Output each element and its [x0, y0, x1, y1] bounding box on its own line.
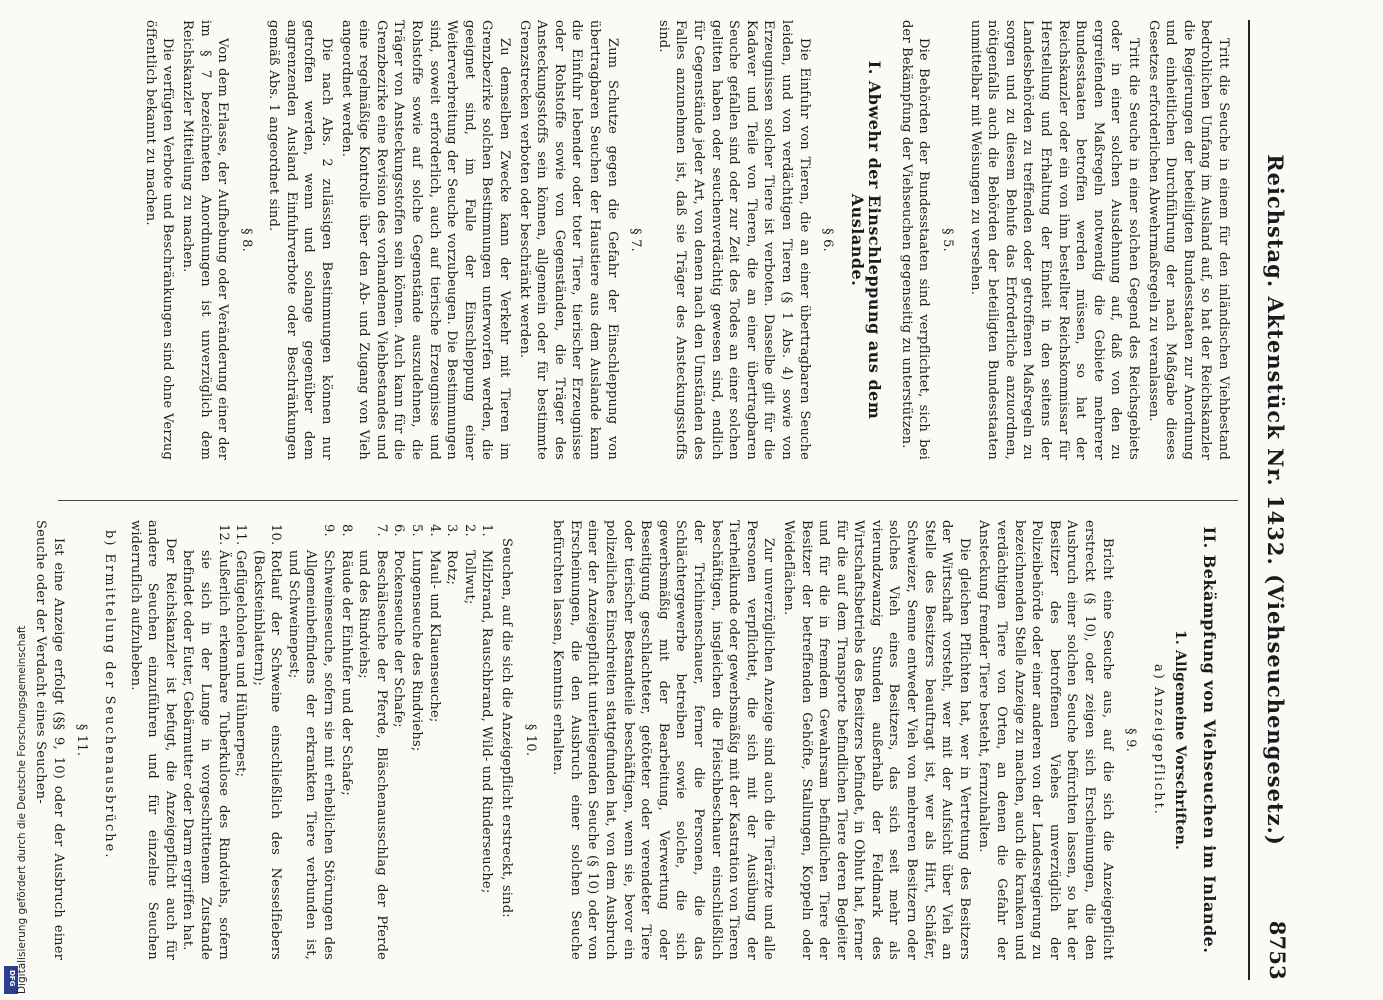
list-number: 6. [391, 524, 407, 537]
disease-list [179, 520, 496, 960]
paragraph: Seuchen, auf die sich die Anzeigepflicht erstreckt, sind: [499, 538, 515, 918]
list-text: Räude der Einhufer und der Schafe; [338, 550, 354, 796]
paragraph: Bricht eine Seuche aus, auf die sich die Anzeigepflicht erstreckt (§ 10), oder zeigen sich Erscheinungen, die den Ausbruch einer solchen Seuche befürchten lassen, so hat der Besitzer des betroffenen Viehes unverzüglich der Polizeibehörde oder einer anderen von der Landesregierung zu bezeichnenden Stelle Anzeige zu machen, auch die kranken und verdächtigen Tiere von Orten, an denen die Gefahr der Ansteckung fremder Tiere besteht, fernzuhalten. [976, 520, 1115, 960]
page-header [1248, 20, 1290, 980]
list-number: 8. [338, 524, 354, 537]
paragraph: Tritt die Seuche in einem für den inländischen Viehbestand bedrohlichen Umfang im Ausland auf, so hat der Reichskanzler die Regierungen der beteiligten Bundesstaaten zur Anordnung und einheitlichen Durchführung der nach Maßgabe dieses Gesetzes erforderlichen Abwehrmaßregeln zu veranlassen. [1145, 20, 1231, 460]
list-text: Äußerlich erkennbare Tuberkulose des Rindviehs, sofern sie sich in der Lunge in vorgeschrittenem Zustande befindet oder Euter, Gebärmutter oder Darm ergriffen hat. [180, 550, 231, 960]
list-number: 11. [233, 524, 249, 546]
list-item [390, 520, 408, 960]
list-item [232, 520, 250, 960]
rotated-page-content [10, 0, 1300, 1000]
list-item [249, 520, 284, 960]
list-number: 9. [321, 524, 337, 537]
list-text: Rotlauf der Schweine einschließlich des Nesselfiebers (Backsteinblattern); [250, 550, 284, 960]
list-text: Maul- und Klauenseuche; [426, 550, 442, 723]
paragraph: Zu demselben Zwecke kann der Verkehr mit Tieren im Grenzbezirke solchen Bestimmungen unterworfen werden, die geeignet sind, im Falle der Einschleppung einer Weiterverbreitung der Seuche vorzubeugen. Die Bestimmungen sind, soweit erforderlich, auch auf tierische Erzeugnisse und Rohstoffe sowie auf solche Gegenstände auszudehnen, die Träger von Ansteckungsstoffen sein können. Auch kann für die Grenzbezirke eine Revision des vorhandenen Viehbestandes und eine regelmäßige Kontrolle über den Ab- und Zugang von Vieh angeordnet werden. [338, 20, 513, 460]
paragraph: Zur unverzüglichen Anzeige sind auch die Tierärzte und alle Personen verpflichtet, die sich mit der Ausübung der Tierheilkunde oder gewerbsmäßig mit der Kastration von Tieren beschäftigen, insgleichen die Fleischbeschauer einschließlich der Trichinenschauer, ferner die Personen, die das Schlächtergewerbe betreiben sowie solche, die sich gewerbsmäßig mit der Bearbeitung, Verwertung oder Beseitigung geschlachteter, getöteter oder verendeter Tiere oder tierischer Bestandteile beschäftigen, wenn sie, bevor ein polizeiliches Einschreiten stattgefunden hat, von dem Ausbruch einer der Anzeigepflicht unterliegenden Seuche (§ 10) oder von Erscheinungen, die den Ausbruch einer solchen Seuche befürchten lassen, Kenntnis erhalten. [550, 520, 777, 960]
list-item [460, 520, 478, 960]
list-item [425, 520, 443, 960]
paragraph-heading: § 10. [522, 723, 538, 757]
column-divider [58, 500, 1238, 501]
list-item [355, 520, 390, 960]
section-heading: I. Abwehr der Einschleppung aus dem Auslande. [847, 60, 885, 420]
right-column [30, 520, 1232, 960]
list-number: 12. [215, 524, 231, 546]
list-text: Geflügelcholera und Hühnerpest; [233, 550, 249, 778]
paragraph-heading: § 7. [628, 228, 644, 252]
left-column [139, 20, 1232, 460]
list-text: Schweineseuche, sofern sie mit erheblichen Störungen des Allgemeinbefindens der erkrankten Tiere verbunden ist, und Schweinepest; [285, 550, 337, 960]
digitization-footer [2, 0, 28, 1000]
paragraph-heading: § 5. [940, 228, 956, 252]
footer-note: Digitalisierung gefördert durch die Deutsche Forschungsgemeinschaft [16, 625, 28, 994]
list-number: 5. [409, 524, 425, 537]
paragraph-heading: § 11. [74, 723, 90, 757]
section-heading: II. Bekämpfung von Viehseuchen im Inlande. [1200, 526, 1219, 954]
list-text: Beschälseuche der Pferde, Bläschenausschlag der Pferde und des Rindviehs; [356, 550, 389, 960]
dfg-logo-text: DFG [8, 970, 16, 987]
list-text: Lungenseuche des Rindviehs; [409, 550, 425, 752]
list-item [407, 520, 425, 960]
list-number: 4. [426, 524, 442, 537]
list-number: 2. [461, 524, 477, 537]
list-item [337, 520, 355, 960]
list-number: 10. [268, 524, 284, 546]
list-text: Rotz; [444, 550, 460, 586]
list-item [179, 520, 232, 960]
list-text: Milzbrand, Rauschbrand, Wild- und Rinderseuche; [479, 550, 495, 894]
list-item [478, 520, 496, 960]
subsection-heading: 1. Allgemeine Vorschriften. [1172, 629, 1189, 851]
list-number: 3. [444, 524, 460, 537]
list-item [284, 520, 337, 960]
paragraph: Die gleichen Pflichten hat, wer in Vertretung des Besitzers der Wirtschaft vorsteht, wer mit der Aufsicht über Vieh an Stelle des Besitzers beauftragt ist, wer als Hirt, Schäfer, Schweizer, Senne entweder Vieh von mehreren Besitzern oder solches Vieh eines Besitzers, das sich seit mehr als vierundzwanzig Stunden außerhalb der Feldmark des Wirtschaftsbetriebs des Besitzers befindet, in Obhut hat, ferner für die auf dem Transporte befindlichen Tiere deren Begleiter und für die in fremdem Gewahrsam befindlichen Tiere der Besitzer der betreffenden Gehöfte, Stallungen, Koppeln oder Weideflächen. [780, 520, 972, 960]
page-number: 8753 [1265, 920, 1290, 980]
paragraph-heading: § 8. [238, 228, 254, 252]
paragraph: Der Reichskanzler ist befugt, die Anzeigepflicht auch für andere Seuchen einzuführen und für einzelne Seuchen widerruflich aufzuheben. [127, 520, 178, 960]
paragraph-heading: § 6. [820, 228, 836, 252]
paragraph: Von dem Erlasse, der Aufhebung oder Veränderung einer der im § 7 bezeichneten Anordnungen ist unverzüglich dem Reichskanzler Mitteilung zu machen. [179, 20, 231, 460]
list-item [443, 520, 461, 960]
paragraph: Die Einfuhr von Tieren, die an einer übertragbaren Seuche leiden, und von verdächtigen Tieren (§ 1 Abs. 4) sowie von Erzeugnissen solcher Tiere ist verboten. Dasselbe gilt für die Kadaver und Teile von Tieren, die an einer übertragbaren Seuche gefallen sind oder zur Zeit des Todes an einer solchen gelitten haben oder seuchenverdächtig gewesen sind, endlich für Gegenstände jeder Art, von denen nach den Umständen des Falles anzunehmen ist, daß sie Träger des Ansteckungsstoffs sind. [655, 20, 812, 460]
list-number: 7. [373, 524, 389, 537]
paragraph: Die Behörden der Bundesstaaten sind verpflichtet, sich bei der Bekämpfung der Viehseuchen gegenseitig zu unterstützen. [898, 20, 932, 460]
subheading-anzeigepflicht: a) Anzeigepflicht. [1150, 664, 1166, 816]
paragraph: Zum Schutze gegen die Gefahr der Einschleppung von übertragbaren Seuchen der Haustiere aus dem Auslande kann die Einfuhr lebender oder toter Tiere, tierischer Erzeugnisse oder Rohstoffe sowie von Gegenständen, die Träger des Ansteckungsstoffs sein können, allgemein oder für bestimmte Grenzstrecken verboten oder beschränkt werden. [516, 20, 620, 460]
list-text: Tollwut; [461, 550, 477, 605]
paragraph: Tritt die Seuche in einer solchen Gegend des Reichsgebiets oder in einer solchen Ausdehnung auf, daß von den zu ergreifenden Maßregeln notwendig die Gebiete mehrerer Bundesstaaten betroffen werden müssen, so hat der Reichskanzler oder ein von ihm bestellter Reichskommissar für Herstellung und Erhaltung der Einheit in den seitens der Landesbehörden zu treffenden oder getroffenen Maßregeln zu sorgen und zu diesem Behufe das Erforderliche anzuordnen, nötigenfalls auch die Behörden der beteiligten Bundesstaaten unmittelbar mit Weisungen zu versehen. [967, 20, 1142, 460]
paragraph: Die verfügten Verbote und Beschränkungen sind ohne Verzug öffentlich bekannt zu machen. [142, 20, 176, 460]
subheading-ermittelung: b) Ermittelung der Seuchenausbrüche. [101, 530, 117, 860]
list-number: 1. [479, 524, 495, 537]
page-title: Reichstag. Aktenstück Nr. 1432. (Viehseuchengesetz.) [1263, 154, 1288, 846]
paragraph: Die nach Abs. 2 zulässigen Bestimmungen können nur getroffen werden, wenn und solange gegenüber dem angrenzenden Ausland Einfuhrverbote oder Beschränkungen gemäß Abs. 1 angeordnet sind. [266, 20, 335, 460]
paragraph: Ist eine Anzeige erfolgt (§§ 9, 10) oder der Ausbruch einer Seuche oder der Verdacht eines Seuchen- [33, 520, 66, 960]
paragraph-heading: § 9. [1123, 728, 1139, 752]
list-text: Pockenseuche der Schafe; [391, 550, 407, 728]
